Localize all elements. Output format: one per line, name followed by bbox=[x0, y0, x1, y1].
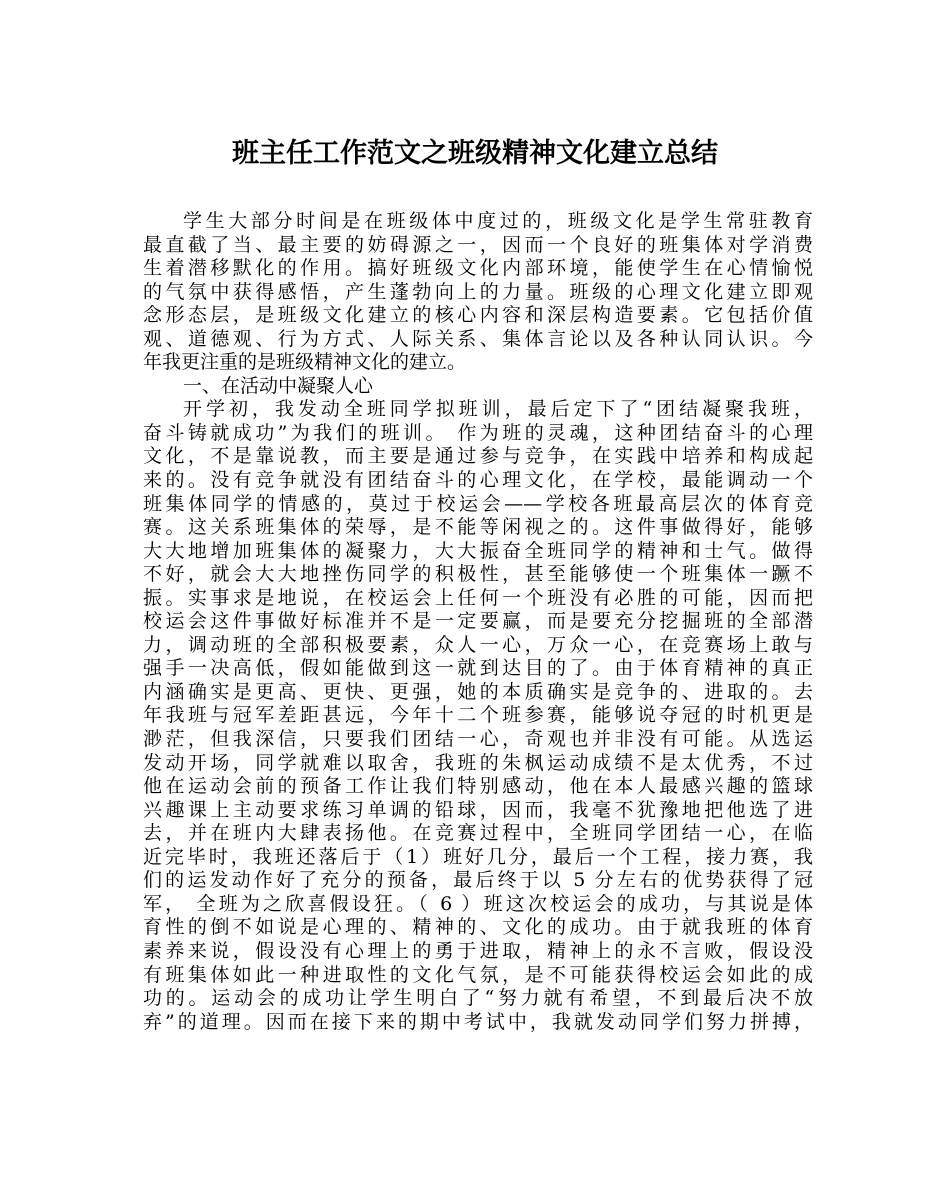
paragraph-line: 军， 全班为之欣喜假设狂。（ 6 ）班这次校运会的成功，与其说是体 bbox=[143, 892, 813, 915]
paragraph-line: 们的运发动作好了充分的预备，最后终于以 5 分左右的优势获得了冠 bbox=[143, 869, 813, 892]
paragraph-line: 开学初，我发动全班同学拟班训，最后定下了“团结凝聚我班， bbox=[183, 398, 813, 421]
paragraph-line: 学生大部分时间是在班级体中度过的，班级文化是学生常驻教育 bbox=[183, 210, 813, 232]
paragraph-line: 兴趣课上主动要求练习单调的铅球，因而，我毫不犹豫地把他选了进 bbox=[143, 798, 813, 821]
document-body bbox=[143, 210, 813, 1034]
paragraph-line: 年我班与冠军差距甚远，今年十二个班参赛，能够说夺冠的时机更是 bbox=[143, 704, 813, 727]
paragraph-line: 年我更注重的是班级精神文化的建立。 bbox=[143, 351, 467, 374]
paragraph-line: 弃”的道理。因而在接下来的期中考试中，我就发动同学们努力拼搏， bbox=[143, 1010, 813, 1033]
paragraph-line: 渺茫，但我深信，只要我们团结一心，奇观也并非没有可能。从选运 bbox=[143, 728, 813, 751]
paragraph-line: 育性的倒不如说是心理的、精神的、文化的成功。由于就我班的体育 bbox=[143, 916, 813, 939]
paragraph-line: 素养来说，假设没有心理上的勇于进取，精神上的永不言败，假设没 bbox=[143, 939, 813, 962]
paragraph-line: 文化，不是靠说教，而主要是通过参与竞争，在实践中培养和构成起 bbox=[143, 445, 813, 468]
paragraph-line: 内涵确实是更高、更快、更强，她的本质确实是竞争的、进取的。去 bbox=[143, 680, 813, 703]
paragraph-line: 校运会这件事做好标准并不是一定要赢，而是要充分挖掘班的全部潜 bbox=[143, 610, 813, 633]
paragraph-line: 强手一决高低，假如能做到这一就到达目的了。由于体育精神的真正 bbox=[143, 657, 813, 680]
paragraph-line: 发动开场，同学就难以取舍，我班的朱枫运动成绩不是太优秀，不过 bbox=[143, 751, 813, 774]
paragraph-line: 班集体同学的情感的，莫过于校运会——学校各班最高层次的体育竞 bbox=[143, 492, 813, 515]
paragraph-line: 来的。没有竞争就没有团结奋斗的心理文化，在学校，最能调动一个 bbox=[143, 469, 813, 492]
section-heading: 一、在活动中凝聚人心 bbox=[183, 374, 374, 397]
paragraph-line: 近完毕时，我班还落后于（1）班好几分，最后一个工程，接力赛，我 bbox=[143, 845, 813, 868]
paragraph-line: 观、道德观、行为方式、人际关系、集体言论以及各种认同认识。今 bbox=[143, 327, 813, 350]
paragraph-line: 奋斗铸就成功”为我们的班训。 作为班的灵魂，这种团结奋斗的心理 bbox=[143, 421, 813, 444]
paragraph-line: 他在运动会前的预备工作让我们特别感动，他在本人最感兴趣的篮球 bbox=[143, 775, 813, 798]
paragraph-line: 最直截了当、最主要的妨碍源之一，因而一个良好的班集体对学消费 bbox=[143, 233, 813, 256]
paragraph-line: 念形态层，是班级文化建立的核心内容和深层构造要素。它包括价值 bbox=[143, 304, 813, 327]
paragraph-line: 功的。运动会的成功让学生明白了“努力就有希望，不到最后决不放 bbox=[143, 987, 813, 1010]
paragraph-line: 有班集体如此一种进取性的文化气氛，是不可能获得校运会如此的成 bbox=[143, 963, 813, 986]
paragraph-line: 大大地增加班集体的凝聚力，大大振奋全班同学的精神和士气。做得 bbox=[143, 539, 813, 562]
paragraph-line: 去，并在班内大肆表扬他。在竞赛过程中，全班同学团结一心，在临 bbox=[143, 822, 813, 845]
paragraph-line: 振。实事求是地说，在校运会上任何一个班没有必胜的可能，因而把 bbox=[143, 586, 813, 609]
paragraph-line: 的气氛中获得感悟，产生蓬勃向上的力量。班级的心理文化建立即观 bbox=[143, 280, 813, 303]
document-title: 班主任工作范文之班级精神文化建立总结 bbox=[232, 138, 718, 169]
paragraph-line: 生着潜移默化的作用。搞好班级文化内部环境，能使学生在心情愉悦 bbox=[143, 257, 813, 280]
paragraph-line: 赛。这关系班集体的荣辱，是不能等闲视之的。这件事做得好，能够 bbox=[143, 516, 813, 539]
paragraph-line: 力，调动班的全部积极要素，众人一心，万众一心，在竞赛场上敢与 bbox=[143, 633, 813, 656]
paragraph-line: 不好，就会大大地挫伤同学的积极性，甚至能够使一个班集体一蹶不 bbox=[143, 563, 813, 586]
